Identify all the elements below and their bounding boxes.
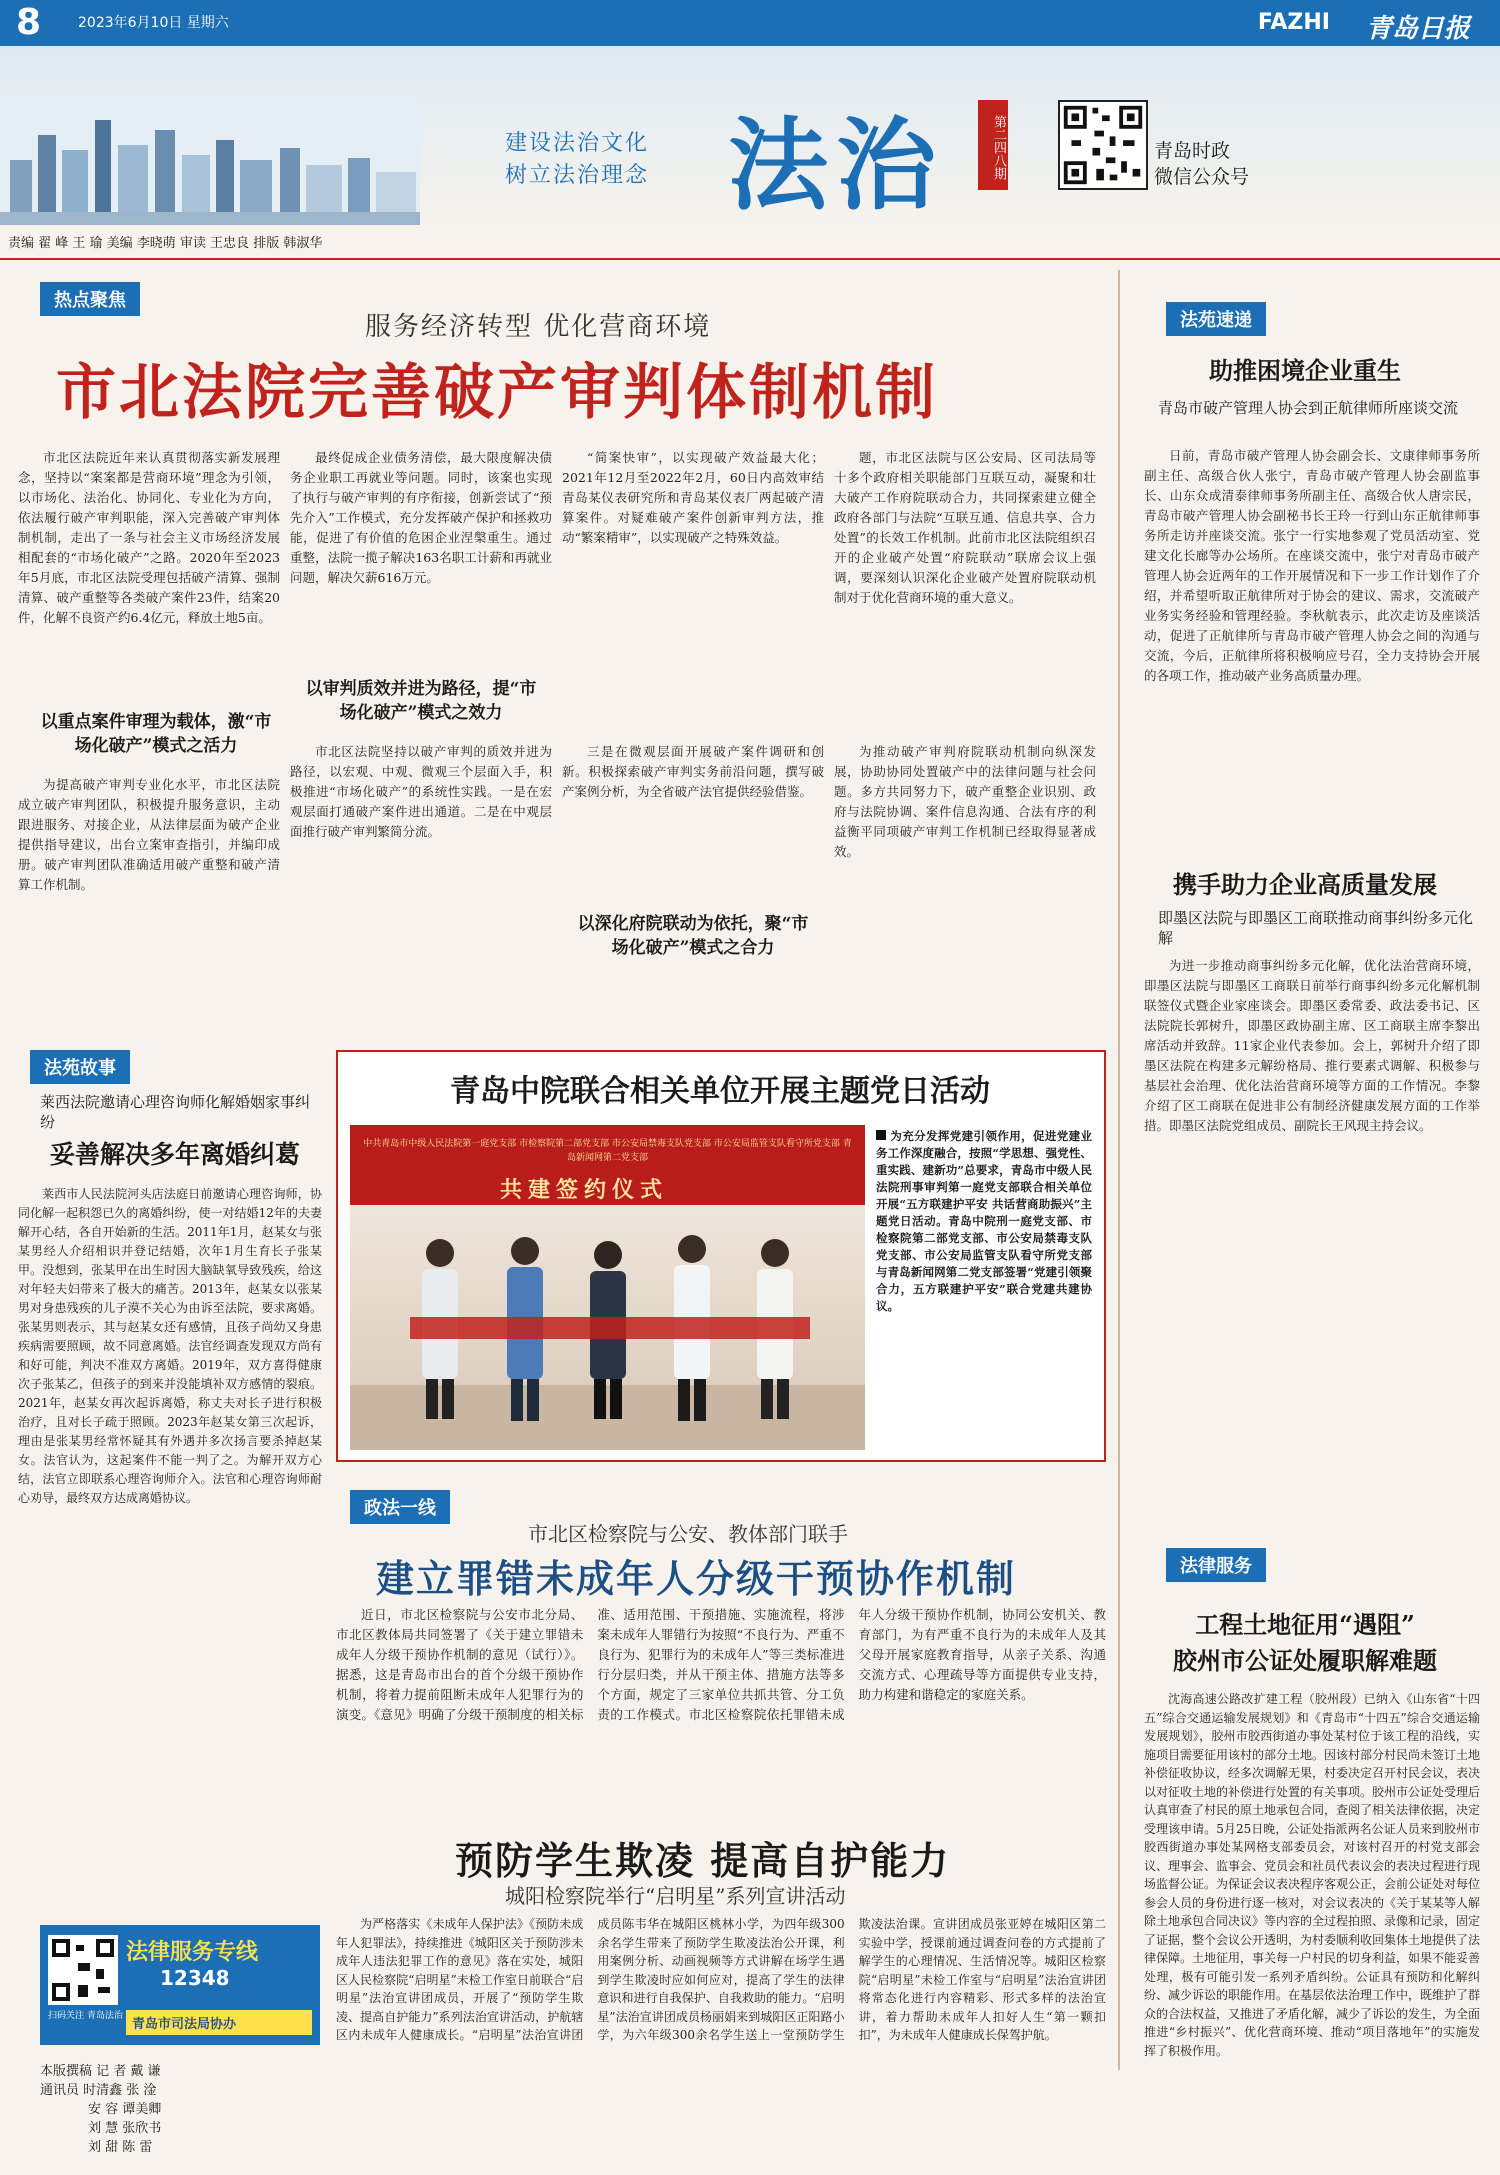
right-top-body — [1144, 446, 1480, 686]
slogan-line-1: 建设法治文化 — [505, 131, 650, 156]
staff-credits — [40, 2062, 320, 2157]
wechat-type: 微信公众号 — [1154, 166, 1250, 188]
lead-subhead-3: 以深化府院联动为依托，聚“市场化破产”模式之合力 — [577, 914, 809, 958]
story-kicker: 莱西法院邀请心理咨询师化解婚姻家事纠纷 — [40, 1093, 311, 1131]
photo-people — [350, 1205, 865, 1450]
staff-line-4: 刘 慧 张欣书 — [88, 2121, 162, 2136]
lead-column-7 — [562, 742, 824, 802]
lead-col3-text: “简案快审”，以实现破产效益最大化；2021年12月至2022年2月，60日内高效审结青岛某仪表研究所和青岛某仪表厂两起破产清算案件。对疑难破产案件创新审判方法，推动“繁案精审”，以实现破产之特殊效益。 — [562, 450, 824, 545]
hotline-sponsor: 青岛市司法局协办 — [126, 2010, 312, 2035]
page-number: 8 — [16, 2, 42, 43]
story-headline: 妥善解决多年离婚纠葛 — [49, 1140, 300, 1169]
header-divider — [0, 258, 1500, 260]
lead-subhead-1: 以重点案件审理为载体，激“市场化破产”模式之活力 — [40, 712, 272, 756]
slogan-line-2: 树立法治理念 — [505, 163, 650, 188]
right-top-text: 日前，青岛市破产管理人协会副会长、文康律师事务所副主任、高级合伙人张宁，青岛市破产管理人协会副监事长、山东众成清泰律师事务所副主任、高级合伙人唐宗民，青岛市破产管理人协会副秘书长王玲一行到山东正航律师事务所走访并座谈交流。张宁一行实地参观了党员活动室、党建文化长廊等办公场所。在座谈交流中，张宁对青岛市破产管理人协会近两年的工作开展情况和下一步工作计划作了介绍，并希望听取正航律所对于协会的建议、需求，交流破产业务实务经验和管理经验。李秋航表示，此次走访及座谈活动，促进了正航律所与青岛市破产管理人协会之间的沟通与交流，今后，正航律所将积极响应号召，全力支持协会开展的各项工作，推动破产业务高质量办理。 — [1144, 448, 1480, 683]
section-tag-story: 法苑故事 — [30, 1050, 130, 1084]
juvenile-kicker: 市北区检察院与公安、教体部门联手 — [528, 1522, 848, 1546]
paper-name: 青岛日报 — [1365, 14, 1470, 44]
lead-col5-text: 为提高破产审判专业化水平，市北区法院成立破产审判团队，积极提升服务意识，主动跟进服务、对接企业，从法律层面为破产企业提供指导建议，出台立案审查指引，并编印成册。破产审判团队准确适用破产重整和破产清算工作机制。 — [18, 777, 280, 892]
right-mid-subtitle: 即墨区法院与即墨区工商联推动商事纠纷多元化解 — [1158, 909, 1474, 947]
lead-col8-text: 为推动破产审判府院联动机制向纵深发展，协助协同处置破产中的法律问题与社会问题。多方共同努力下，破产重整企业识别、政府与法院协调、案件信息沟通、合法有序的利益衡平同项破产审判工作机制已经取得显著成效。 — [834, 744, 1096, 859]
lead-column-3 — [562, 448, 824, 548]
section-tag-service: 法律服务 — [1166, 1548, 1266, 1582]
staff-line-3: 安 容 谭美卿 — [88, 2102, 162, 2117]
section-tag-express: 法苑速递 — [1166, 302, 1266, 336]
section-tag-hot: 热点聚焦 — [40, 282, 140, 316]
hotline-qr-code[interactable] — [48, 1935, 118, 2005]
issue-number: 第二四八期 — [978, 100, 1008, 190]
lead-col7-text: 三是在微观层面开展破产案件调研和创新。积极探索破产审判实务前沿问题，撰写破产案例分析，为全省破产法官提供经验借鉴。 — [562, 744, 824, 799]
photo-sign-text: 共建签约仪式 — [500, 1177, 669, 1203]
feature-photo — [350, 1125, 865, 1450]
right-mid-body — [1144, 956, 1480, 1136]
right-top-title: 助推困境企业重生 — [1209, 356, 1401, 385]
city-skyline-image — [0, 100, 420, 225]
service-body — [1144, 1690, 1480, 2060]
lead-column-2 — [290, 448, 552, 588]
feature-title: 青岛中院联合相关单位开展主题党日活动 — [450, 1074, 990, 1109]
column-rule — [1118, 270, 1120, 2070]
caption-marker — [876, 1130, 886, 1140]
lead-col4-text: 题，市北区法院与区公安局、区司法局等十多个政府相关职能部门互联互动，凝聚和壮大破产工作府院联动合力，共同探索建立健全政府各部门与法院“互联互通、信息共享、合力处置”的长效工作机制。此前市北区法院组织召开的企业破产处置“府院联动”联席会议上强调，要深刻认识深化企业破产处置府院联动机制对于优化营商环境的重大意义。 — [834, 450, 1096, 605]
service-text: 沈海高速公路改扩建工程（胶州段）已纳入《山东省“十四五”综合交通运输发展规划》和《青岛市“十四五”综合交通运输发展规划》，胶州市胶西街道办事处某村位于该工程的沿线，实施项目需要征用该村的部分土地。因该村部分村民尚未签订土地补偿征收协议，经多次调解无果，村委决定召开村民会议，表决以对征收土地的补偿进行处置的有关事项。胶州市公证处受理后认真审查了村民的原土地承包合同，查阅了相关法律依据，决定受理该申请。5月25日晚，公证处指派两名公证人员来到胶州市胶西街道办事处某网格支部委员会，对该村召开的村党支部会议、理事会、监事会、党员会和社员代表议会的表决过程进行现场监督公证。为保证会议表决程序客观公正，会前公证处对每位参会人员的身份进行逐一核对，对会议表决的《关于某某等人解除土地承包合同决议》等内容的全过程拍照、录像和记录，固定了证据，整个会议公开透明，为村委顺利收回集体土地提供了法律保障。土地征用，事关每一户村民的切身利益，如果不能妥善处理，极有可能引发一系列矛盾纠纷。公证具有预防和化解纠纷、减少诉讼的职能作用。在基层依法治理工作中，既维护了群众的合法权益，又推进了矛盾化解，减少了诉讼的发生，为全面推进“乡村振兴”、优化营商环境、推动“项目落地年”的实施发挥了积极作用。 — [1144, 1692, 1481, 2058]
slogan — [505, 128, 649, 192]
feature-caption-text: 为充分发挥党建引领作用，促进党建业务工作深度融合，按照“学思想、强党性、重实践、建新功”总要求，青岛市中级人民法院刑事审判第一庭党支部联合相关单位开展“五方联建护平安 共话营商助振兴”主题党日活动。青岛中院刑一庭党支部、市检察院第二部党支部、市公安局禁毒支队党支部、市公安局监管支队看守所党支部与青岛新闻网第二党支部签署“党建引领聚合力，五方联建护平安”联合党建共建协议。 — [876, 1129, 1092, 1313]
hotline-qr-label: 扫码关注 青岛法治 — [48, 2011, 123, 2021]
service-title-line-1: 工程土地征用“遇阻” — [1195, 1610, 1415, 1639]
right-mid-text: 为进一步推动商事纠纷多元化解，优化法治营商环境，即墨区法院与即墨区工商联日前举行商事纠纷多元化解机制联签仪式暨企业家座谈会。即墨区委常委、政法委书记、区法院院长郭树升，即墨区政协副主席、区工商联主席李黎出席活动并致辞。11家企业代表参加。会上，郭树升介绍了即墨区法院在构建多元解纷格局、推行要素式调解、积极参与基层社会治理、优化法治营商环境等方面的工作情况。李黎介绍了区工商联在促进非公有制经济健康发展方面的工作举措。即墨区法院党组成员、副院长王风现主持会议。 — [1144, 958, 1480, 1133]
lead-headline: 市北法院完善破产审判体制机制 — [56, 358, 938, 428]
staff-line-2: 通讯员 时清鑫 张 淦 — [40, 2083, 157, 2098]
lead-col2-text: 最终促成企业债务清偿，最大限度解决债务企业职工再就业等问题。同时，该案也实现了执行与破产审判的有序衔接，创新尝试了“预先介入”工作模式，充分发挥破产保护和拯救功能，促进了有价值的危困企业涅槃重生。通过重整，法院一揽子解决163名职工计薪和再就业问题，解决欠薪616万元。 — [290, 450, 552, 585]
masthead-title: 法治 — [728, 106, 944, 224]
story-body — [18, 1185, 322, 1508]
section-name-en: FAZHI — [1257, 10, 1330, 35]
lead-col6-text: 市北区法院坚持以破产审判的质效并进为路径，以宏观、中观、微观三个层面入手，积极推进“市场化破产”的系统性实践。一是在宏观层面打通破产案件进出通道。二是在中观层面推行破产审判繁简分流。 — [290, 744, 552, 839]
lead-column-1 — [18, 448, 280, 628]
right-mid-title: 携手助力企业高质量发展 — [1173, 870, 1437, 899]
lead-subhead-2: 以审判质效并进为路径，提“市场化破产”模式之效力 — [305, 679, 537, 723]
right-top-subtitle: 青岛市破产管理人协会到正航律师所座谈交流 — [1158, 399, 1459, 417]
wechat-qr-code[interactable] — [1058, 100, 1148, 190]
feature-caption — [876, 1128, 1092, 1315]
lead-column-4 — [834, 448, 1096, 608]
hotline-label: 法律服务专线 — [126, 1939, 259, 1965]
lead-kicker: 服务经济转型 优化营商环境 — [365, 312, 712, 342]
issue-date: 2023年6月10日 星期六 — [78, 15, 229, 31]
lead-column-5 — [18, 775, 280, 895]
juvenile-text: 近日，市北区检察院与公安市北分局、市北区教体局共同签署了《关于建立罪错未成年人分级干预协作机制的意见（试行）》。据悉，这是青岛市出台的首个分级干预协作机制，将着力提前阻断未成年人犯罪行为的演变。《意见》明确了分级干预制度的相关标准、适用范围、干预措施、实施流程，将涉案未成年人罪错行为按照“不良行为、严重不良行为、犯罪行为的未成年人”等三类标准进行分层归类，并从干预主体、措施方法等多个方面，规定了三家单位共抓共管、分工负责的工作模式。市北区检察院依托罪错未成年人分级干预协作机制，协同公安机关、教育部门，为有严重不良行为的未成年人及其父母开展家庭教育指导，从亲子关系、沟通交流方式、心理疏导等方面提供专业支持，助力构建和谐稳定的家庭关系。 — [336, 1607, 1106, 1722]
hotline-number: 12348 — [160, 1966, 230, 1990]
bullying-kicker: 城阳检察院举行“启明星”系列宣讲活动 — [505, 1884, 846, 1908]
wechat-name: 青岛时政 — [1154, 140, 1231, 162]
editor-credits: 责编 翟 峰 王 瑜 美编 李晓萌 审读 王忠良 排版 韩淑华 — [8, 236, 323, 251]
staff-line-1: 本版撰稿 记 者 戴 谦 — [40, 2064, 161, 2079]
story-text: 莱西市人民法院河头店法庭日前邀请心理咨询师，协同化解一起积怨已久的离婚纠纷，使一对结婚12年的夫妻解开心结，各自开始新的生活。2011年1月，赵某女与张某男经人介绍相识并登记结婚，次年1月生育长子张某甲。没想到，张某甲在出生时因大脑缺氧导致残疾，给这对年轻夫妇带来了极大的痛苦。2013年，赵某女以张某男对身患残疾的儿子漠不关心为由诉至法院，要求离婚。张某男则表示，其与赵某女还有感情，且孩子尚幼又身患疾病需要照顾，故不同意离婚。法官经调查发现双方尚有和好可能，判决不准双方离婚。2019年，双方喜得健康次子张某乙，但孩子的到来并没能填补双方感情的裂痕。2021年，赵某女再次起诉离婚，称丈夫对长子进行积极治疗，且对长子疏于照顾。2023年赵某女第三次起诉，理由是张某男经常怀疑其有外遇并多次扬言要杀掉赵某女。法官认为，这起案件不能一判了之。为解开双方心结，法官立即联系心理咨询师介入。法官和心理咨询师耐心劝导，最终双方达成离婚协议。 — [18, 1187, 322, 1505]
juvenile-headline: 建立罪错未成年人分级干预协作机制 — [376, 1556, 1017, 1601]
bullying-body — [336, 1915, 1106, 2165]
wechat-label — [1154, 138, 1249, 190]
juvenile-body — [336, 1605, 1106, 1810]
lead-column-8 — [834, 742, 1096, 862]
bullying-text: 为严格落实《未成年人保护法》《预防未成年人犯罪法》，持续推进《城阳区关于预防涉未成年人违法犯罪工作的意见》落在实处，城阳区人民检察院“启明星”未检工作室日前联合“启明星”法治宣讲团成员，开展了“预防学生欺凌、提高自护能力”系列法治宣讲活动，护航辖区内未成年人健康成长。“启明星”法治宣讲团成员陈韦华在城阳区桃林小学，为四年级300余名学生带来了预防学生欺凌法治公开课，利用案例分析、动画视频等方式讲解在场学生遇到学生欺凌时应如何应对，提高了学生的法律意识和进行自我保护、自我救助的能力。“启明星”法治宣讲团成员杨丽娟来到城阳区正阳路小学，为六年级300余名学生送上一堂预防学生欺凌法治课。宣讲团成员张亚婷在城阳区第二实验中学，授课前通过调查问卷的方式提前了解学生的心理情况、生活情况等。城阳区检察院“启明星”未检工作室与“启明星”法治宣讲团将常态化进行内容精彩、形式多样的法治宣讲，着力帮助未成年人扣好人生“第一颗扣扣”，为未成年人健康成长保驾护航。 — [336, 1917, 1106, 2042]
section-tag-frontline: 政法一线 — [350, 1490, 450, 1524]
bullying-headline: 预防学生欺凌 提高自护能力 — [455, 1838, 951, 1883]
staff-line-5: 刘 甜 陈 雷 — [88, 2140, 153, 2155]
service-title-line-2: 胶州市公证处履职解难题 — [1173, 1646, 1437, 1675]
lead-column-6 — [290, 742, 552, 842]
photo-banner-text: 中共青岛市中级人民法院第一庭党支部 市检察院第二部党支部 市公安局禁毒支队党支部 市公安局监管支队看守所党支部 青岛新闻网第二党支部 — [363, 1139, 852, 1163]
lead-col1-text: 市北区法院近年来认真贯彻落实新发展理念，坚持以“案案都是营商环境”理念为引领，以市场化、法治化、协同化、专业化为方向，依法履行破产审判职能，深入完善破产审判体制机制，走出了一条与社会主义市场经济发展相配套的“市场化破产”之路。2020年至2023年5月底，市北区法院受理包括破产清算、强制清算、破产重整等各类破产案件23件，结案20件，化解不良资产约6.4亿元，释放土地5亩。 — [18, 450, 280, 625]
